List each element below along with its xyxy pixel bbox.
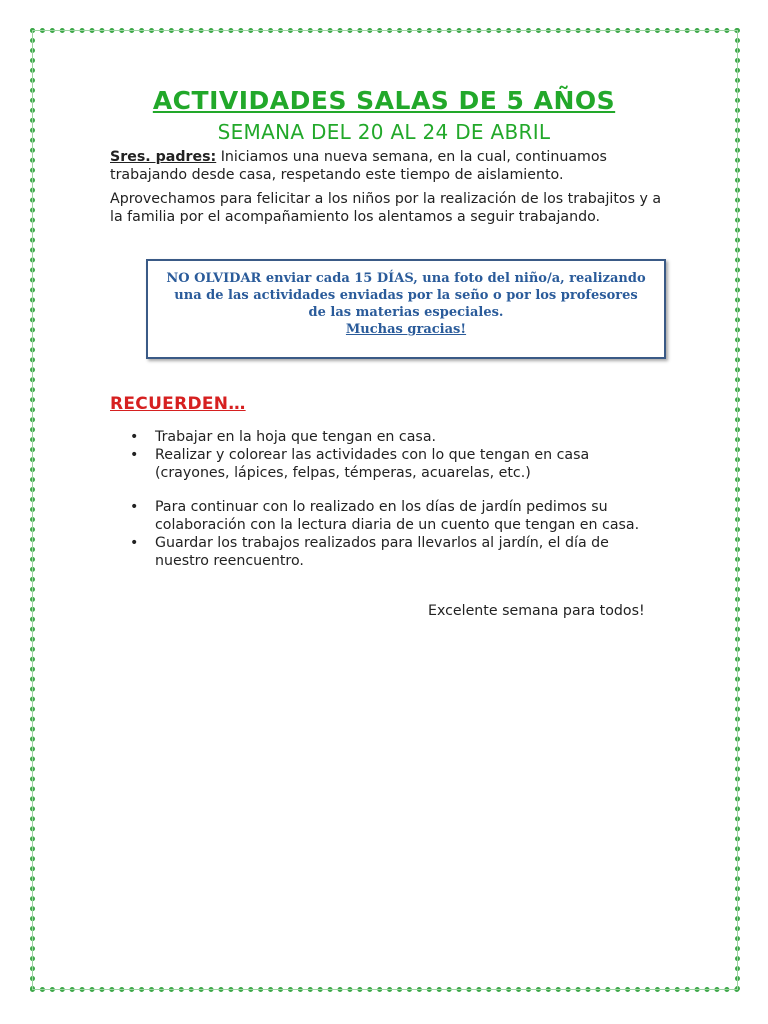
list-item: • Realizar y colorear las actividades con lo que tengan en casa (crayones, lápices, felpas, témperas, acuarelas, etc.) xyxy=(130,446,650,482)
notice-content xyxy=(148,270,664,338)
list-item: • Guardar los trabajos realizados para llevarlos al jardín, el día de nuestro reencuentro. xyxy=(130,534,650,570)
congratulations-paragraph: Aprovechamos para felicitar a los niños por la realización de los trabajitos y a la familia por el acompañamiento los alentamos a seguir trabajando. xyxy=(110,191,662,225)
list-item: • Trabajar en la hoja que tengan en casa. xyxy=(130,428,650,446)
reminders-list-1 xyxy=(130,428,650,482)
intro-text: Iniciamos una nueva semana, en la cual, continuamos trabajando desde casa, respetando este tiempo de aislamiento. xyxy=(110,149,607,183)
closing-line: Excelente semana para todos! xyxy=(428,603,645,619)
notice-box xyxy=(146,259,666,359)
salutation: Sres. padres: xyxy=(110,149,217,165)
notice-text: NO OLVIDAR enviar cada 15 DÍAS, una foto del niño/a, realizando una de las actividades enviadas por la seño o por los profesores de las materias especiales. xyxy=(166,271,646,320)
notice-thanks: Muchas gracias! xyxy=(345,322,467,337)
intro-paragraph xyxy=(110,148,670,184)
document-title: ACTIVIDADES SALAS DE 5 AÑOS xyxy=(152,86,616,115)
list-item: • Para continuar con lo realizado en los días de jardín pedimos su colaboración con la lectura diaria de un cuento que tengan en casa. xyxy=(130,498,650,534)
document-subtitle: SEMANA DEL 20 AL 24 DE ABRIL xyxy=(217,120,551,144)
reminders-heading: RECUERDEN… xyxy=(110,394,246,414)
reminders-list-2 xyxy=(130,498,650,570)
